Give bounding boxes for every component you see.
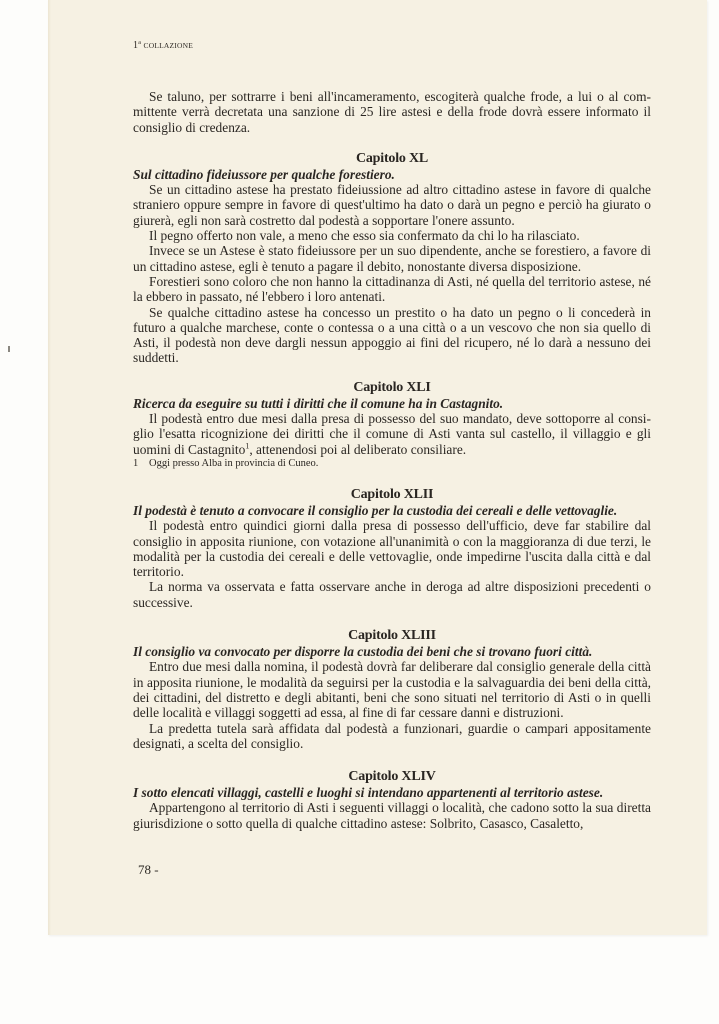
paragraph: Se un cittadino astese ha prestato fideiussione ad altro cittadino astese in favore di qualche straniero oppure sempre in favore di quest'ultimo ha dato o darà un pegno e perciò ha giurato o giurerà, egli non sarà costretto dal podestà a sopportare l'onere assunto. xyxy=(133,182,651,228)
paragraph: Forestieri sono coloro che non hanno la cittadinanza di Asti, né quella del territorio astese, né la ebbero in passato, né l'ebbero i loro antenati. xyxy=(133,273,651,305)
footnote xyxy=(133,457,651,470)
running-header xyxy=(133,40,193,51)
chapter-title: Capitolo XLI xyxy=(353,379,431,395)
chapter-xliii xyxy=(133,628,651,751)
chapter-subtitle: I sotto elencati villaggi, castelli e luoghi si intendano appartenenti al territorio astese. xyxy=(133,785,604,801)
footnote-reference: 1 xyxy=(245,441,250,451)
chapter-xl xyxy=(133,151,651,366)
intro-paragraph: Se taluno, per sottrarre i beni all'incameramento, escogiterà qualche frode, a lui o al com-mittente verrà decretata una sanzione di 25 lire astesi e della frode dovrà essere informato il consiglio di credenza. xyxy=(133,89,651,135)
chapter-title: Capitolo XLIII xyxy=(348,628,436,644)
chapter-subtitle: Il podestà è tenuto a convocare il consiglio per la custodia dei cereali e delle vettovaglie. xyxy=(133,502,618,518)
chapter-xli xyxy=(133,380,651,470)
chapter-xlii xyxy=(133,487,651,610)
running-header-word: COLLAZIONE xyxy=(143,41,194,50)
paragraph: La norma va osservata e fatta osservare anche in deroga ad altre disposizioni precedenti o successive. xyxy=(133,579,651,610)
paragraph: La predetta tutela sarà affidata dal podestà a funzionari, guardie o campari appositamente designati, a scelta del consiglio. xyxy=(133,720,651,751)
paragraph: Invece se un Astese è stato fideiussore per un suo dipendente, anche se forestiero, a favore di un cittadino astese, egli è tenuto a pagare il debito, nonostante diversa disposizione. xyxy=(133,243,651,274)
paragraph: Il pegno offerto non vale, a meno che esso sia confermato da chi lo ha rilasciato. xyxy=(149,228,580,244)
running-header-number: 1 xyxy=(133,40,139,51)
chapter-title: Capitolo XLII xyxy=(350,486,434,502)
page-number: 78 - xyxy=(138,862,159,877)
footnote-number: 1 xyxy=(133,457,139,469)
paragraph: Se qualche cittadino astese ha concesso un prestito o ha dato un pegno o li concederà in futuro a qualche marchese, conte o contessa o a una città o a un vescovo che non sia quello di Asti, il podestà non deve dargli nessun appoggio ai fini del ricupero, né lo darà a nessuno dei suddetti. xyxy=(133,304,651,366)
chapter-title: Capitolo XLIV xyxy=(348,769,436,785)
paragraph-text: Il podestà entro due mesi dalla presa di possesso del suo mandato, deve sottoporre al consi-glio l'esatta ricognizione dei diritti che il comune di Asti vanta sul castello, il villaggio e gli uomini di Castagnito xyxy=(133,411,651,457)
paragraph: Il podestà entro quindici giorni dalla presa di possesso dell'ufficio, deve far stabilire dal consiglio in apposita riunione, con votazione all'unanimità o con la maggioranza di due terzi, le modalità per la custodia dei cereali e delle vettovaglie, onde impedirne l'uscita dalla città e dal territorio. xyxy=(133,518,651,580)
paragraph xyxy=(133,411,651,457)
footnote-text: Oggi presso Alba in provincia di Cuneo. xyxy=(149,457,319,469)
page-body xyxy=(133,89,651,831)
chapter-subtitle: Ricerca da eseguire su tutti i diritti che il comune ha in Castagnito. xyxy=(133,395,504,411)
paragraph-text: , attenendosi poi al deliberato consiliare. xyxy=(249,441,467,457)
paragraph: Appartengono al territorio di Asti i seguenti villaggi o località, che cadono sotto la sua diretta giurisdizione o sotto quella di qualche cittadino astese: Solbrito, Casasco, Casaletto, xyxy=(133,800,651,831)
running-header-ordinal: a xyxy=(138,40,142,46)
scan-speck xyxy=(8,346,10,352)
paragraph: Entro due mesi dalla nomina, il podestà dovrà far deliberare dal consiglio generale della città in apposita riunione, le modalità da seguirsi per la custodia e la salvaguardia dei beni della città, dei cittadini, del distretto e degli abitanti, beni che sono situati nel territorio di Asti o in quelli delle località e villaggi soggetti ad essa, al fine di far cessare danni e distruzioni. xyxy=(133,659,651,721)
chapter-subtitle: Sul cittadino fideiussore per qualche forestiero. xyxy=(133,166,395,182)
chapter-title: Capitolo XL xyxy=(355,150,429,166)
chapter-xliv xyxy=(133,769,651,831)
chapter-subtitle: Il consiglio va convocato per disporre la custodia dei beni che si trovano fuori città. xyxy=(133,644,593,660)
